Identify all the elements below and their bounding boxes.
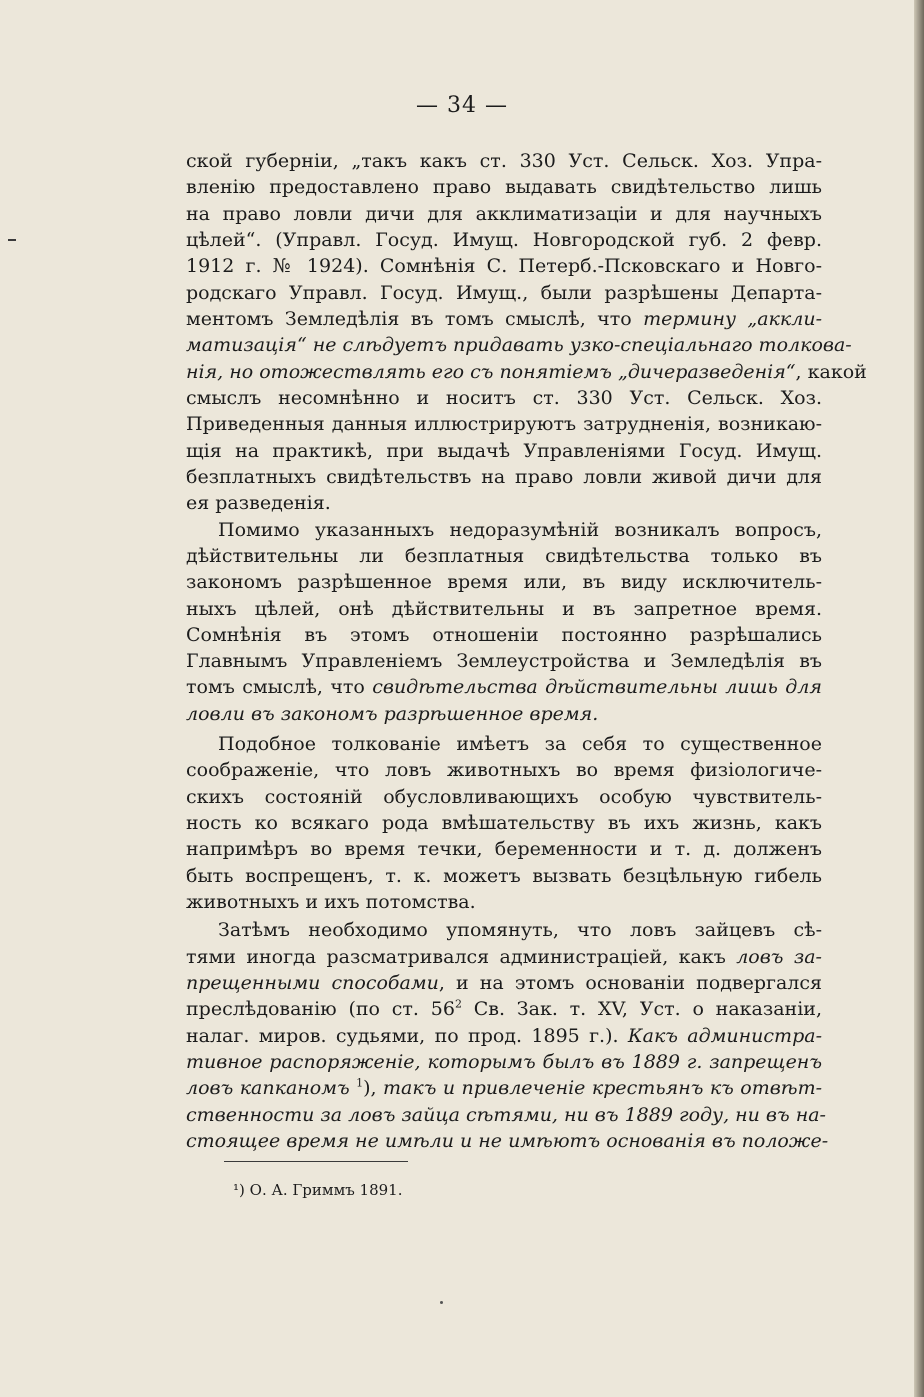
text-line: Подобное толкованіе имѣетъ за себя то существенное — [218, 733, 822, 755]
text-line — [186, 672, 822, 702]
text-run: томъ смыслѣ, что — [186, 676, 373, 698]
text-line: щія на практикѣ, при выдачѣ Управленіями Госуд. Имущ. — [186, 440, 822, 462]
text-line: закономъ разрѣшенное время или, въ виду исключитель- — [186, 571, 822, 593]
text-run: налаг. миров. судьями, по прод. 1895 г.). — [186, 1025, 628, 1047]
text-line: напримѣръ во время течки, беременности и т. д. долженъ — [186, 838, 822, 860]
text-line: соображеніе, что ловъ животныхъ во время физіологиче- — [186, 759, 822, 781]
footnote — [233, 1178, 403, 1202]
text-line — [186, 994, 822, 1024]
italic-run: Какъ администра- — [627, 1025, 822, 1047]
text-line: на право ловли дичи для акклиматизаціи и для научныхъ — [186, 203, 822, 225]
text-line: ея разведенія. — [186, 492, 331, 514]
speck — [440, 1301, 443, 1304]
italic-run: тивное распоряженіе, которымъ былъ въ 1889 г. запрещенъ — [186, 1051, 822, 1073]
italic-run: ловли въ закономъ разрѣшенное время. — [186, 703, 599, 725]
italic-run: ловъ за- — [736, 946, 822, 968]
text-line: ность ко всякаго рода вмѣшательству въ ихъ жизнь, какъ — [186, 812, 822, 834]
italic-run: термину „аккли- — [643, 308, 822, 330]
text-line: животныхъ и ихъ потомства. — [186, 891, 476, 913]
text-line: дѣйствительны ли безплатныя свидѣтельства только въ — [186, 545, 822, 567]
italic-run: свидѣтельства дѣйствительны лишь для — [372, 676, 822, 698]
text-line: Главнымъ Управленіемъ Землеустройства и Земледѣлія въ — [186, 650, 822, 672]
text-line — [186, 699, 822, 729]
text-run: , какой — [795, 361, 867, 383]
text-line: смыслъ несомнѣнно и носитъ ст. 330 Уст. Сельск. Хоз. — [186, 387, 822, 409]
text-line: 1912 г. № 1924). Сомнѣнія С. Петерб.-Псковскаго и Новго- — [186, 255, 822, 277]
italic-run: стоящее время не имѣли и не имѣютъ основанія въ положе- — [186, 1130, 829, 1152]
footnote-ref[interactable]: 1 — [356, 1076, 364, 1090]
margin-mark — [8, 239, 16, 241]
text-line: вленію предоставлено право выдавать свидѣтельство лишь — [186, 176, 822, 198]
page-number: — 34 — — [416, 93, 508, 118]
footnote-text: О. А. Гриммъ 1891. — [244, 1181, 403, 1199]
text-run: ), — [363, 1077, 384, 1099]
superscript: 2 — [454, 997, 462, 1011]
italic-run: нія, но отожествлять его съ понятіемъ „дичеразведенія“ — [186, 361, 796, 383]
text-line: ныхъ цѣлей, онѣ дѣйствительны и въ запретное время. — [186, 598, 822, 620]
text-line: Сомнѣнія въ этомъ отношеніи постоянно разрѣшались — [186, 624, 822, 646]
text-line — [186, 1073, 822, 1103]
text-run: Св. Зак. т. XV, Уст. о наказаніи, — [461, 998, 823, 1020]
text-line: родскаго Управл. Госуд. Имущ., были разрѣшены Департа- — [186, 282, 822, 304]
text-run: тями иногда разсматривался администраціей, какъ — [186, 946, 737, 968]
italic-run: ловъ капканомъ — [186, 1077, 357, 1099]
italic-run: матизація“ не слѣдуетъ придавать узко-спеціальнаго толкова- — [186, 334, 852, 356]
text-line: быть воспрещенъ, т. к. можетъ вызвать безцѣльную гибель — [186, 865, 822, 887]
text-line: скихъ состояній обусловливающихъ особую чувствитель- — [186, 786, 822, 808]
italic-run: такъ и привлеченіе крестьянъ къ отвѣт- — [383, 1077, 822, 1099]
italic-run: ственности за ловъ зайца сѣтями, ни въ 1889 году, ни въ на- — [186, 1104, 826, 1126]
footnote-marker: ¹) — [233, 1181, 245, 1199]
text-line — [186, 1126, 829, 1156]
text-line — [186, 330, 852, 360]
page-edge-shadow — [914, 0, 924, 1397]
text-line: безплатныхъ свидѣтельствъ на право ловли живой дичи для — [186, 466, 822, 488]
text-run: ментомъ Земледѣлія въ томъ смыслѣ, что — [186, 308, 644, 330]
text-line: Затѣмъ необходимо упомянуть, что ловъ зайцевъ сѣ- — [218, 919, 822, 941]
text-line: ской губерніи, „такъ какъ ст. 330 Уст. Сельск. Хоз. Упра- — [186, 150, 822, 172]
text-run: , и на этомъ основаніи подвергался — [438, 972, 822, 994]
text-run: преслѣдованію (по ст. 56 — [186, 998, 455, 1020]
footnote-rule — [224, 1161, 408, 1162]
text-line: Приведенныя данныя иллюстрируютъ затрудненія, возникаю- — [186, 413, 822, 435]
italic-run: прещенными способами — [186, 972, 439, 994]
text-line: цѣлей“. (Управл. Госуд. Имущ. Новгородской губ. 2 февр. — [186, 229, 822, 251]
text-line: Помимо указанныхъ недоразумѣній возникалъ вопросъ, — [218, 519, 822, 541]
